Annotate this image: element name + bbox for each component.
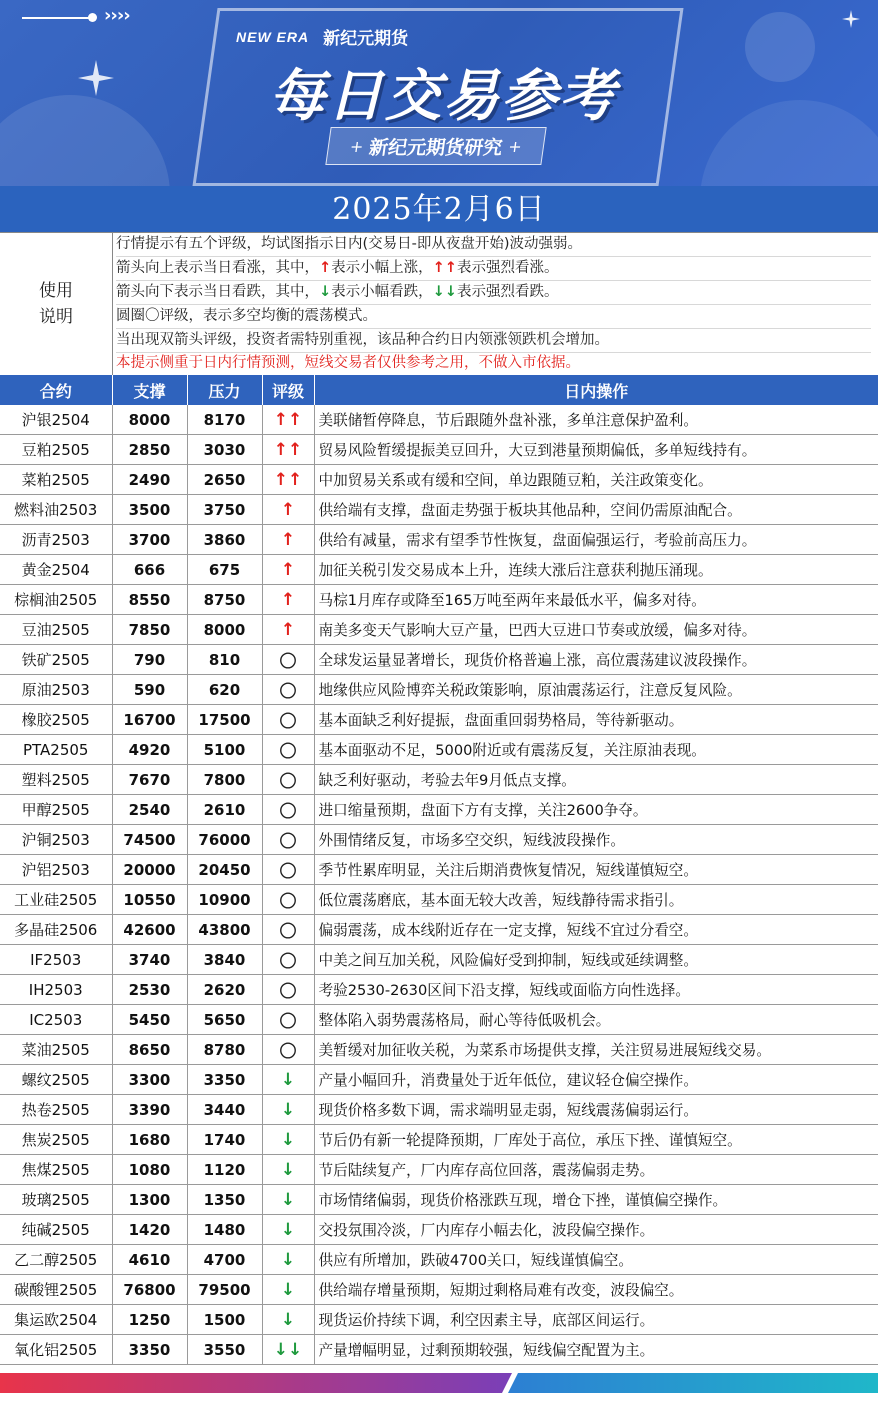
resistance-cell: 20450	[187, 855, 262, 885]
note-line: 圆圈〇评级，表示多空均衡的震荡模式。	[116, 305, 871, 329]
header-resistance: 压力	[187, 375, 262, 405]
table-row	[0, 1035, 878, 1065]
resistance-cell: 8000	[187, 615, 262, 645]
table-row	[0, 435, 878, 465]
contract-cell: 螺纹2505	[0, 1065, 112, 1095]
rating-neutral-icon: 〇	[262, 855, 314, 885]
decor-line	[22, 17, 92, 19]
support-cell: 16700	[112, 705, 187, 735]
rating-up-icon: ↑	[262, 615, 314, 645]
resistance-cell: 7800	[187, 765, 262, 795]
table-row	[0, 705, 878, 735]
support-cell: 8000	[112, 405, 187, 435]
rating-neutral-icon: 〇	[262, 825, 314, 855]
table-row	[0, 1245, 878, 1275]
resistance-cell: 2650	[187, 465, 262, 495]
operation-cell: 进口缩量预期，盘面下方有支撑，关注2600争夺。	[314, 795, 878, 825]
table-row	[0, 405, 878, 435]
resistance-cell: 43800	[187, 915, 262, 945]
table-row	[0, 1125, 878, 1155]
rating-neutral-icon: 〇	[262, 675, 314, 705]
double-down-arrow-icon: ↓↓	[432, 284, 457, 300]
rating-down-icon: ↓	[262, 1275, 314, 1305]
operation-cell: 低位震荡磨底，基本面无较大改善，短线静待需求指引。	[314, 885, 878, 915]
resistance-cell: 1480	[187, 1215, 262, 1245]
table-row	[0, 915, 878, 945]
contract-cell: 菜粕2505	[0, 465, 112, 495]
operation-cell: 现货价格多数下调，需求端明显走弱，短线震荡偏弱运行。	[314, 1095, 878, 1125]
support-cell: 20000	[112, 855, 187, 885]
rating-down-icon: ↓	[262, 1125, 314, 1155]
operation-cell: 交投氛围冷淡，厂内库存小幅去化，波段偏空操作。	[314, 1215, 878, 1245]
support-cell: 10550	[112, 885, 187, 915]
support-cell: 3350	[112, 1335, 187, 1365]
operation-cell: 贸易风险暂缓提振美豆回升，大豆到港量预期偏低，多单短线持有。	[314, 435, 878, 465]
resistance-cell: 3750	[187, 495, 262, 525]
operation-cell: 整体陷入弱势震荡格局，耐心等待低吸机会。	[314, 1005, 878, 1035]
decor-circle-right-large	[700, 100, 878, 186]
resistance-cell: 10900	[187, 885, 262, 915]
support-cell: 2530	[112, 975, 187, 1005]
support-cell: 74500	[112, 825, 187, 855]
resistance-cell: 675	[187, 555, 262, 585]
resistance-cell: 2620	[187, 975, 262, 1005]
subtitle-box	[325, 127, 546, 165]
resistance-cell: 8750	[187, 585, 262, 615]
contract-cell: 沥青2503	[0, 525, 112, 555]
resistance-cell: 3840	[187, 945, 262, 975]
note-line: 当出现双箭头评级，投资者需特别重视，该品种合约日内领涨领跌机会增加。	[116, 329, 871, 353]
note-line: 行情提示有五个评级，均试图指示日内(交易日-即从夜盘开始)波动强弱。	[116, 233, 871, 257]
support-cell: 8650	[112, 1035, 187, 1065]
resistance-cell: 1740	[187, 1125, 262, 1155]
chevron-arrows-icon: ››››	[104, 5, 130, 26]
operation-cell: 外围情绪反复，市场多空交织，短线波段操作。	[314, 825, 878, 855]
contract-cell: 菜油2505	[0, 1035, 112, 1065]
down-arrow-icon: ↓	[319, 284, 332, 300]
table-row	[0, 765, 878, 795]
contract-cell: 黄金2504	[0, 555, 112, 585]
table-row	[0, 1065, 878, 1095]
support-cell: 4920	[112, 735, 187, 765]
operation-cell: 产量小幅回升，消费量处于近年低位，建议轻仓偏空操作。	[314, 1065, 878, 1095]
resistance-cell: 5650	[187, 1005, 262, 1035]
rating-neutral-icon: 〇	[262, 975, 314, 1005]
table-row	[0, 945, 878, 975]
support-cell: 590	[112, 675, 187, 705]
support-cell: 1680	[112, 1125, 187, 1155]
support-cell: 1420	[112, 1215, 187, 1245]
rating-up-icon: ↑	[262, 555, 314, 585]
contract-cell: 沪铝2503	[0, 855, 112, 885]
rating-neutral-icon: 〇	[262, 795, 314, 825]
operation-cell: 全球发运量显著增长，现货价格普遍上涨，高位震荡建议波段操作。	[314, 645, 878, 675]
rating-neutral-icon: 〇	[262, 945, 314, 975]
support-cell: 1250	[112, 1305, 187, 1335]
table-row	[0, 585, 878, 615]
contract-cell: 铁矿2505	[0, 645, 112, 675]
resistance-cell: 620	[187, 675, 262, 705]
resistance-cell: 5100	[187, 735, 262, 765]
rating-down-icon: ↓	[262, 1245, 314, 1275]
operation-cell: 缺乏利好驱动，考验去年9月低点支撑。	[314, 765, 878, 795]
resistance-cell: 3440	[187, 1095, 262, 1125]
operation-cell: 中美之间互加关税，风险偏好受到抑制，短线或延续调整。	[314, 945, 878, 975]
operation-cell: 季节性累库明显，关注后期消费恢复情况，短线谨慎短空。	[314, 855, 878, 885]
bottom-decor-bar	[0, 1373, 878, 1393]
resistance-cell: 3350	[187, 1065, 262, 1095]
contract-cell: 原油2503	[0, 675, 112, 705]
table-row	[0, 525, 878, 555]
note-disclaimer: 本提示侧重于日内行情预测，短线交易者仅供参考之用，不做入市依据。	[116, 355, 580, 371]
support-cell: 2490	[112, 465, 187, 495]
table-header-row	[0, 375, 878, 405]
support-cell: 2850	[112, 435, 187, 465]
rating-down-icon: ↓	[262, 1185, 314, 1215]
contract-cell: 碳酸锂2505	[0, 1275, 112, 1305]
contract-cell: 多晶硅2506	[0, 915, 112, 945]
notes-label-line1: 使用	[39, 281, 73, 301]
brand-logo	[236, 24, 408, 49]
support-cell: 8550	[112, 585, 187, 615]
contract-cell: IC2503	[0, 1005, 112, 1035]
support-cell: 3740	[112, 945, 187, 975]
decor-circle-left	[0, 95, 170, 186]
rating-neutral-icon: 〇	[262, 645, 314, 675]
table-row	[0, 795, 878, 825]
resistance-cell: 1350	[187, 1185, 262, 1215]
operation-cell: 美暂缓对加征收关税，为菜系市场提供支撑，关注贸易进展短线交易。	[314, 1035, 878, 1065]
operation-cell: 偏弱震荡，成本线附近存在一定支撑，短线不宜过分看空。	[314, 915, 878, 945]
subtitle: 新纪元期货研究	[367, 136, 504, 159]
date-bar: 2025年2月6日	[0, 186, 878, 232]
rating-up-icon: ↑↑	[262, 435, 314, 465]
decor-circle-right	[745, 12, 815, 82]
support-cell: 2540	[112, 795, 187, 825]
rating-neutral-icon: 〇	[262, 705, 314, 735]
support-cell: 3700	[112, 525, 187, 555]
contract-cell: 焦炭2505	[0, 1125, 112, 1155]
operation-cell: 供给端有支撑，盘面走势强于板块其他品种，空间仍需原油配合。	[314, 495, 878, 525]
table-row	[0, 555, 878, 585]
header-operation: 日内操作	[314, 375, 878, 405]
contract-cell: 玻璃2505	[0, 1185, 112, 1215]
support-cell: 76800	[112, 1275, 187, 1305]
support-cell: 3390	[112, 1095, 187, 1125]
contract-cell: 橡胶2505	[0, 705, 112, 735]
rating-neutral-icon: 〇	[262, 915, 314, 945]
contract-cell: IH2503	[0, 975, 112, 1005]
rating-down-icon: ↓	[262, 1155, 314, 1185]
table-row	[0, 1335, 878, 1365]
contract-cell: 甲醇2505	[0, 795, 112, 825]
operation-cell: 基本面驱动不足，5000附近或有震荡反复，关注原油表现。	[314, 735, 878, 765]
operation-cell: 供应有所增加，跌破4700关口，短线谨慎偏空。	[314, 1245, 878, 1275]
contract-cell: IF2503	[0, 945, 112, 975]
operation-cell: 中加贸易关系或有缓和空间，单边跟随豆粕，关注政策变化。	[314, 465, 878, 495]
contract-cell: 棕榈油2505	[0, 585, 112, 615]
brand-en: NEW ERA	[236, 28, 310, 45]
header-banner	[0, 0, 878, 186]
support-cell: 7850	[112, 615, 187, 645]
rating-up-icon: ↑↑	[262, 465, 314, 495]
rating-up-icon: ↑	[262, 495, 314, 525]
contract-cell: 乙二醇2505	[0, 1245, 112, 1275]
resistance-cell: 2610	[187, 795, 262, 825]
trading-reference-table	[0, 375, 878, 1365]
rating-neutral-icon: 〇	[262, 1035, 314, 1065]
contract-cell: 集运欧2504	[0, 1305, 112, 1335]
operation-cell: 现货运价持续下调，利空因素主导，底部区间运行。	[314, 1305, 878, 1335]
note-text: 箭头向上表示当日看涨，其中，	[116, 260, 319, 276]
contract-cell: 氧化铝2505	[0, 1335, 112, 1365]
table-row	[0, 975, 878, 1005]
resistance-cell: 3550	[187, 1335, 262, 1365]
contract-cell: 工业硅2505	[0, 885, 112, 915]
header-support: 支撑	[112, 375, 187, 405]
subtitle-decor-left: +	[348, 136, 365, 156]
table-row	[0, 1275, 878, 1305]
notes-label	[0, 233, 113, 375]
table-row	[0, 1305, 878, 1335]
sparkle-small-icon	[842, 10, 860, 28]
support-cell: 1080	[112, 1155, 187, 1185]
rating-neutral-icon: 〇	[262, 765, 314, 795]
note-text: 表示小幅上涨，	[331, 260, 433, 276]
contract-cell: 热卷2505	[0, 1095, 112, 1125]
resistance-cell: 810	[187, 645, 262, 675]
contract-cell: 纯碱2505	[0, 1215, 112, 1245]
rating-up-icon: ↑	[262, 585, 314, 615]
operation-cell: 供给端存增量预期，短期过剩格局难有改变，波段偏空。	[314, 1275, 878, 1305]
rating-down-icon: ↓↓	[262, 1335, 314, 1365]
table-row	[0, 1185, 878, 1215]
contract-cell: 焦煤2505	[0, 1155, 112, 1185]
rating-down-icon: ↓	[262, 1305, 314, 1335]
note-text: 表示强烈看跌。	[456, 284, 559, 300]
resistance-cell: 8780	[187, 1035, 262, 1065]
decor-dot	[88, 13, 97, 22]
table-row	[0, 1095, 878, 1125]
contract-cell: 沪银2504	[0, 405, 112, 435]
table-row	[0, 615, 878, 645]
contract-cell: 豆油2505	[0, 615, 112, 645]
usage-notes	[0, 232, 878, 375]
up-arrow-icon: ↑	[319, 260, 332, 276]
subtitle-decor-right: +	[507, 136, 524, 156]
operation-cell: 马棕1月库存或降至165万吨至两年来最低水平，偏多对待。	[314, 585, 878, 615]
resistance-cell: 3030	[187, 435, 262, 465]
table-row	[0, 675, 878, 705]
operation-cell: 产量增幅明显，过剩预期较强，短线偏空配置为主。	[314, 1335, 878, 1365]
support-cell: 3500	[112, 495, 187, 525]
contract-cell: 沪铜2503	[0, 825, 112, 855]
resistance-cell: 76000	[187, 825, 262, 855]
table-row	[0, 495, 878, 525]
page-title: 每日交易参考	[269, 64, 617, 129]
contract-cell: 燃料油2503	[0, 495, 112, 525]
operation-cell: 地缘供应风险博弈关税政策影响，原油震荡运行，注意反复风险。	[314, 675, 878, 705]
support-cell: 1300	[112, 1185, 187, 1215]
table-row	[0, 1155, 878, 1185]
table-row	[0, 645, 878, 675]
header-contract: 合约	[0, 375, 112, 405]
table-row	[0, 825, 878, 855]
support-cell: 42600	[112, 915, 187, 945]
table-row	[0, 1215, 878, 1245]
table-row	[0, 885, 878, 915]
note-text: 表示强烈看涨。	[456, 260, 559, 276]
rating-neutral-icon: 〇	[262, 885, 314, 915]
operation-cell: 供给有减量，需求有望季节性恢复，盘面偏强运行，考验前高压力。	[314, 525, 878, 555]
table-row	[0, 855, 878, 885]
rating-down-icon: ↓	[262, 1095, 314, 1125]
operation-cell: 节后陆续复产，厂内库存高位回落，震荡偏弱走势。	[314, 1155, 878, 1185]
table-body	[0, 405, 878, 1365]
rating-up-icon: ↑	[262, 525, 314, 555]
resistance-cell: 79500	[187, 1275, 262, 1305]
operation-cell: 美联储暂停降息，节后跟随外盘补涨，多单注意保护盈利。	[314, 405, 878, 435]
rating-down-icon: ↓	[262, 1215, 314, 1245]
contract-cell: PTA2505	[0, 735, 112, 765]
operation-cell: 基本面缺乏利好提振，盘面重回弱势格局，等待新驱动。	[314, 705, 878, 735]
notes-label-line2: 说明	[39, 307, 73, 327]
note-text: 箭头向下表示当日看跌，其中，	[116, 284, 319, 300]
table-row	[0, 1005, 878, 1035]
support-cell: 790	[112, 645, 187, 675]
rating-neutral-icon: 〇	[262, 1005, 314, 1035]
sparkle-icon	[78, 60, 114, 96]
contract-cell: 塑料2505	[0, 765, 112, 795]
resistance-cell: 4700	[187, 1245, 262, 1275]
rating-down-icon: ↓	[262, 1065, 314, 1095]
double-up-arrow-icon: ↑↑	[432, 260, 457, 276]
note-line	[116, 257, 871, 281]
header-rating: 评级	[262, 375, 314, 405]
brand-cn: 新纪元期货	[323, 29, 409, 49]
support-cell: 3300	[112, 1065, 187, 1095]
operation-cell: 南美多变天气影响大豆产量，巴西大豆进口节奏或放缓，偏多对待。	[314, 615, 878, 645]
rating-neutral-icon: 〇	[262, 735, 314, 765]
operation-cell: 考验2530-2630区间下沿支撑，短线或面临方向性选择。	[314, 975, 878, 1005]
resistance-cell: 8170	[187, 405, 262, 435]
contract-cell: 豆粕2505	[0, 435, 112, 465]
support-cell: 666	[112, 555, 187, 585]
operation-cell: 节后仍有新一轮提降预期，厂库处于高位，承压下挫、谨慎短空。	[314, 1125, 878, 1155]
resistance-cell: 1500	[187, 1305, 262, 1335]
resistance-cell: 3860	[187, 525, 262, 555]
resistance-cell: 1120	[187, 1155, 262, 1185]
rating-up-icon: ↑↑	[262, 405, 314, 435]
table-row	[0, 465, 878, 495]
note-text: 表示小幅看跌，	[331, 284, 433, 300]
note-line	[116, 281, 871, 305]
operation-cell: 加征关税引发交易成本上升，连续大涨后注意获利抛压涌现。	[314, 555, 878, 585]
table-row	[0, 735, 878, 765]
support-cell: 5450	[112, 1005, 187, 1035]
support-cell: 7670	[112, 765, 187, 795]
support-cell: 4610	[112, 1245, 187, 1275]
operation-cell: 市场情绪偏弱，现货价格涨跌互现，增仓下挫，谨慎偏空操作。	[314, 1185, 878, 1215]
resistance-cell: 17500	[187, 705, 262, 735]
